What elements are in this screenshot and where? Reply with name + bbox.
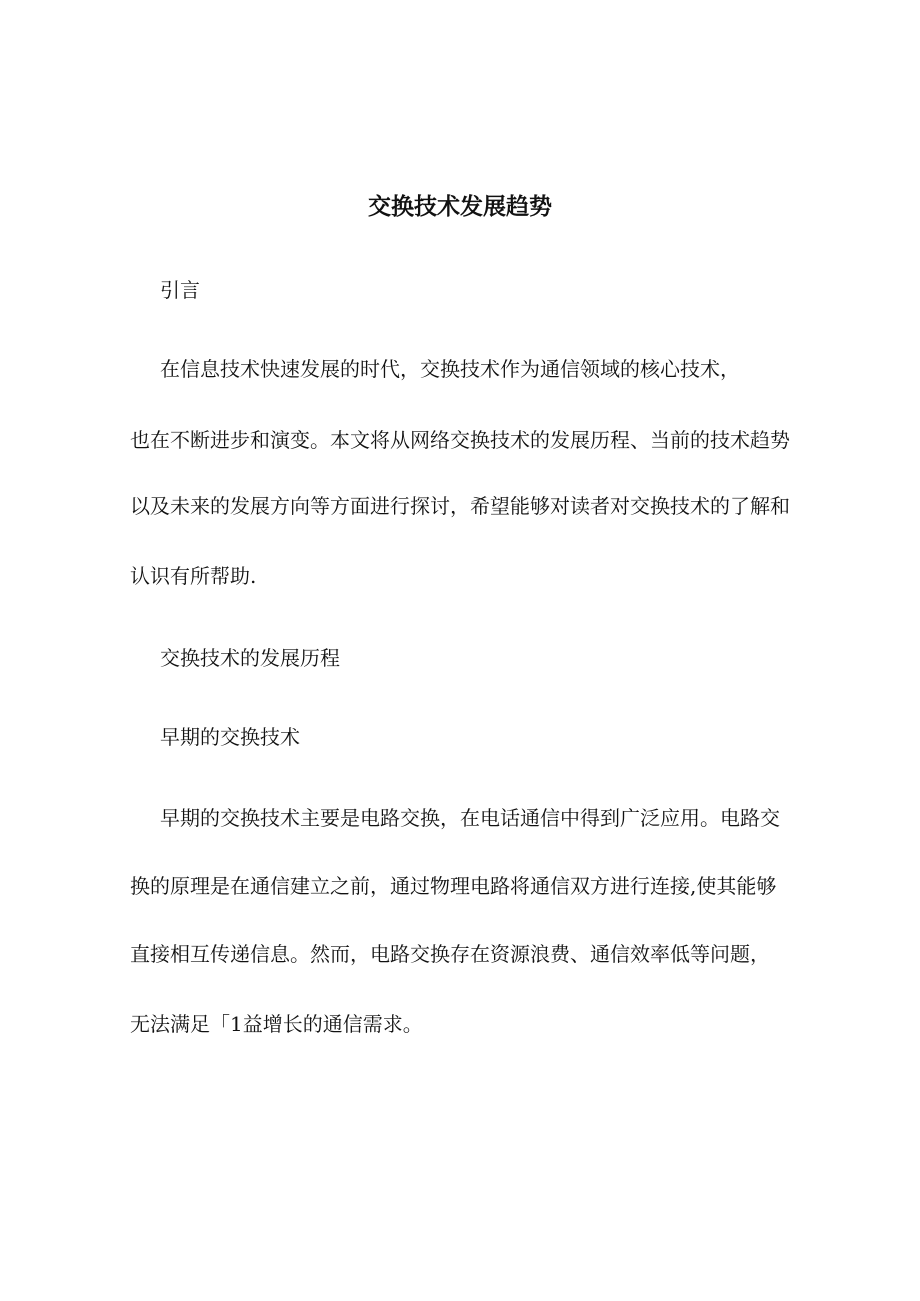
- paragraph-line: 早期的交换技术主要是电路交换，在电话通信中得到广泛应用。电路交: [160, 806, 780, 830]
- section-heading-intro: 引言: [160, 278, 200, 302]
- subsection-heading-early: 早期的交换技术: [160, 725, 300, 749]
- paragraph-line: 在信息技术快速发展的时代，交换技术作为通信领域的核心技术，: [160, 357, 740, 381]
- paragraph-line: 认识有所帮助.: [130, 564, 257, 588]
- section-heading-history: 交换技术的发展历程: [160, 646, 340, 670]
- paragraph-line: 直接相互传递信息。然而，电路交换存在资源浪费、通信效率低等问题，: [130, 942, 770, 966]
- paragraph-line: 以及未来的发展方向等方面进行探讨，希望能够对读者对交换技术的了解和: [130, 494, 790, 518]
- paragraph-line: 无法满足「1益增长的通信需求。: [130, 1012, 423, 1036]
- paragraph-line: 也在不断进步和演变。本文将从网络交换技术的发展历程、当前的技术趋势: [130, 428, 790, 452]
- document-title: 交换技术发展趋势: [368, 194, 552, 220]
- paragraph-line: 换的原理是在通信建立之前，通过物理电路将通信双方进行连接,使其能够: [130, 874, 777, 898]
